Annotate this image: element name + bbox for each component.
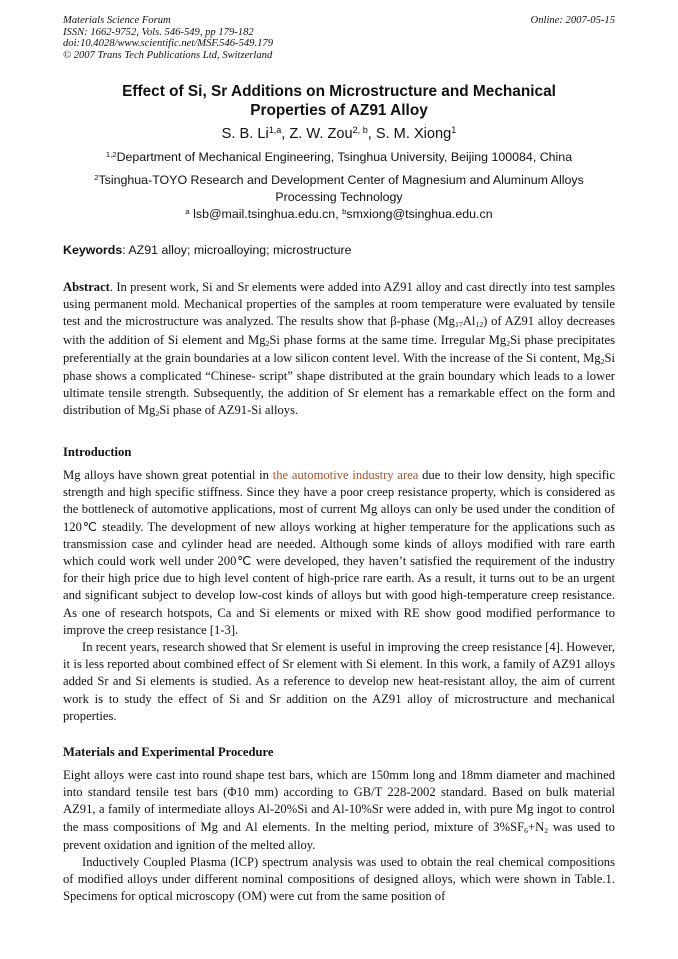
paragraph-text: Mg alloys have shown great potential in [63,468,273,482]
methods-body [63,767,615,906]
paragraph [63,767,615,854]
keywords-text: : AZ91 alloy; microalloying; microstructure [122,243,352,257]
abstract [63,279,615,421]
abstract-text: . In present work, Si and Sr elements were added into AZ91 alloy and cast directly into test samples using permanent mold. Mechanical properties of the samples at room temperature were evaluated by tensile test and the microstructure was analyzed. The results show that β-phase (Mg [63,280,615,329]
introduction-heading: Introduction [63,445,132,459]
methods-heading: Materials and Experimental Procedure [63,745,274,759]
keywords [63,243,615,258]
journal-name: Materials Science Forum [63,15,171,26]
title-line-1: Effect of Si, Sr Additions on Microstructure and Mechanical [122,83,556,100]
author-separator: , [281,126,290,142]
abstract-text: ) of AZ91 alloy decreases with the addition of Si element and Mg [63,314,615,347]
subscript: 2 [544,825,549,835]
abstract-label: Abstract [63,280,110,294]
subscript: 2 [600,356,605,366]
affiliation-text: Tsinghua-TOYO Research and Development Center of Magnesium and Aluminum Alloys [98,173,584,187]
subscript: 2 [506,338,511,348]
subscript: 6 [524,825,528,835]
keywords-label: Keywords [63,243,123,257]
affiliation-mark: 2 [94,172,99,182]
online-date: Online: 2007-05-15 [530,15,615,26]
author-separator: , [367,126,376,142]
author-name: S. M. Xiong [375,126,452,142]
highlighted-link[interactable]: the automotive industry area [272,468,419,482]
affiliation-text-line-2: Processing Technology [275,189,403,204]
paragraph: In recent years, research showed that Sr element is useful in improving the creep resistance [4]. However, it is less reported about combined effect of Sr element with Si element. In this work, a family of AZ91 alloys added Sr and Si elements is studied. As a reference to develop new heat-resistant alloy, the aim of current work is to study the effect of Si and Sr addition on the AZ91 alloy of microstructure and mechanical properties. [63,640,615,723]
email-address[interactable]: lsb@mail.tsinghua.edu.cn, [189,207,343,221]
title-line-2: Properties of AZ91 Alloy [250,102,428,119]
affiliation-text: Department of Mechanical Engineering, Tsinghua University, Beijing 100084, China [116,150,573,164]
paper-title [60,82,618,120]
paragraph: Inductively Coupled Plasma (ICP) spectrum analysis was used to obtain the real chemical compositions of modified alloys under different nominal compositions of designed alloys, which were shown in Table.1. Specimens for optical microscopy (OM) were cut from the same position of [63,855,615,904]
email-mark: a [185,206,190,216]
email-address[interactable]: smxiong@tsinghua.edu.cn [346,207,493,221]
paragraph [63,467,615,639]
abstract-text: Si phase precipitates preferentially at the grain boundaries at a low silicon content level. With the increase of the Si content, Mg [63,332,616,365]
author-affiliation-mark: 2, b [352,125,368,136]
paragraph-text: was used to prevent oxidation and ignition of the melted alloy. [63,819,615,852]
affiliation-mark: 1,2 [105,149,117,159]
abstract-text: Si phase forms at the same time. Irregular Mg [269,332,507,347]
email-mark: b [342,206,347,216]
introduction-body [63,467,615,725]
affiliation-2 [60,173,618,204]
subscript: 2 [265,338,270,348]
journal-header [63,15,615,61]
subscript: 17 [454,320,463,330]
author-emails [60,207,618,223]
author-name: Z. W. Zou [289,126,353,142]
author-name: S. B. Li [221,126,269,142]
affiliation-1 [60,150,618,166]
paragraph-text: due to their low density, high specific strength and high specific stiffness. Since they have a poor creep resistance property, which is considered as the bottleneck of automotive applications, most of current Mg alloys can only be used under the condition of 120℃ steadily. The development of new alloys working at higher temperature for the applications such as transmission case and cylinder head are needed. Although some kinds of alloys modified with rare earth which could work well under 200℃ were developed, they haven’t satisfied the requirement of the industry for their high price due to high level content of high-price rare earth. As a result, it turns out to be an urgent and significant subject to develop low-cost kinds of alloys but with good high-temperature creep resistance. As one of research hotspots, Ca and Si elements or mixed with RE show good modified performance to improve the creep resistance [1-3]. [63,468,615,637]
journal-doi: doi:10.4028/www.scientific.net/MSF.546-549.179 [63,38,273,50]
journal-copyright: © 2007 Trans Tech Publications Ltd, Switzerland [63,49,273,61]
subscript: 2 [155,409,160,419]
author-affiliation-mark: 1 [451,125,457,136]
author-affiliation-mark: 1,a [268,125,282,136]
abstract-text: Al [462,314,476,329]
paragraph-text: Eight alloys were cast into round shape test bars, which are 150mm long and 18mm diameter and machined into standard tensile test bars (Φ10 mm) according to GB/T 228-2002 standard. Based on bulk material AZ91, a family of intermediate alloys Al-20%Si and Al-10%Sr were added in, with pure Mg ingot to control the mass compositions of Mg and Al elements. In the melting period, mixture of 3%SF [63,768,615,834]
abstract-text: Si phase of AZ91-Si alloys. [159,403,299,418]
abstract-text: Si phase shows a complicated “Chinese- script” shape distributed at the grain boundary which leads to a lower ultimate tensile strength. Subsequently, the addition of Sr element has a remarkable effect on the form and distribution of Mg [63,350,615,418]
journal-issn: ISSN: 1662-9752, Vols. 546-549, pp 179-182 [63,26,254,38]
paragraph-text: +N [528,819,545,834]
author-list [60,125,618,144]
subscript: 12 [475,320,484,330]
